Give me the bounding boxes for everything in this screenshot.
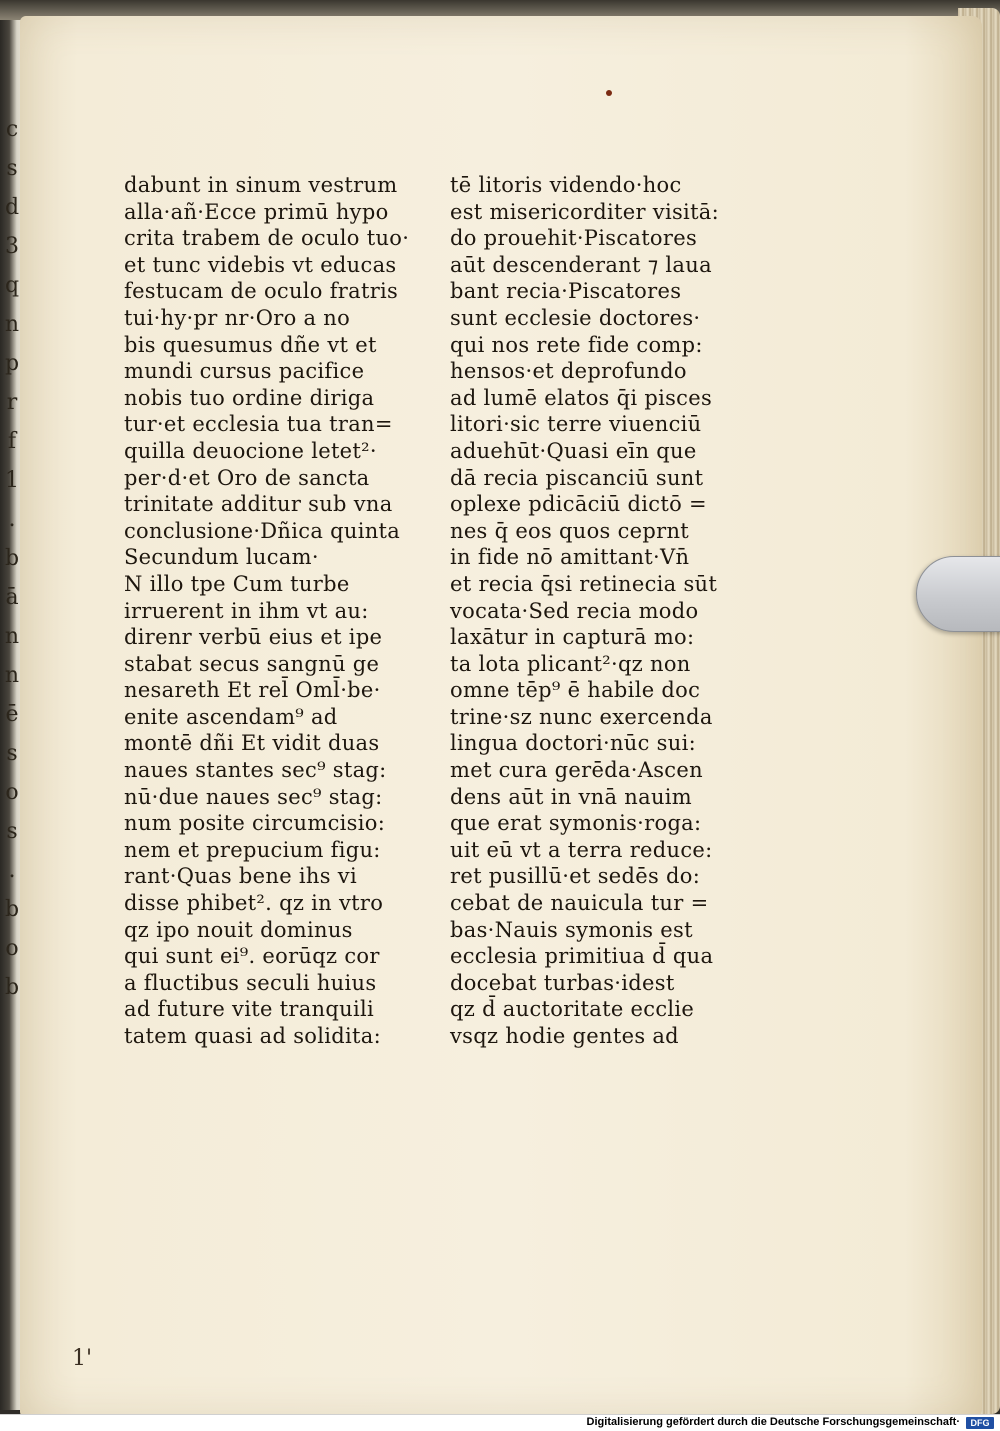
right-column-line: met cura gerēda·Ascen	[450, 758, 703, 783]
right-column-line: uit eū vt a terra reduce:	[450, 837, 713, 862]
right-column-line: bant recia·Piscatores	[450, 279, 682, 304]
right-column-line: litori·sic terre viuenciū	[450, 412, 702, 437]
left-column-line: tui·hy·pr nr·Oro a no	[124, 305, 351, 330]
left-column-line: num posite circumcisio:	[124, 811, 386, 836]
left-column-line: rant·Quas bene ihs vi	[124, 864, 357, 889]
right-column-line: do prouehit·Piscatores	[450, 226, 698, 251]
right-column-line: aūt descenderant ⁊ laua	[450, 252, 712, 277]
left-column-line: N illo tpe Cum turbe	[124, 571, 350, 596]
left-column-line: crita trabem de oculo tuo·	[124, 226, 410, 251]
right-column-line: in fide nō amittant·Vn̄	[450, 545, 690, 570]
right-column-line: vocata·Sed recia modo	[450, 598, 699, 623]
left-column-line: tatem quasi ad solidita:	[124, 1024, 381, 1048]
left-column-line: mundi cursus pacifice	[124, 359, 365, 384]
right-column-line: omne tēp⁹ ē habile doc	[450, 678, 701, 703]
margin-annotation: 1'	[72, 1346, 93, 1371]
left-column-line: disse phibet². qz in vtro	[124, 891, 384, 916]
left-column-line: naues stantes sec⁹ stag:	[124, 758, 387, 783]
right-column-line: vsqz hodie gentes ad	[450, 1024, 679, 1048]
right-column-line: bas·Nauis symonis est	[450, 917, 693, 942]
left-column-line: enite ascendam⁹ ad	[124, 704, 338, 729]
left-column-line: per·d·et Oro de sancta	[124, 465, 370, 490]
funding-credit: Digitalisierung gefördert durch die Deutsche Forschungsgemeinschaft·	[586, 1416, 960, 1428]
left-column-line: nem et prepucium figu:	[124, 837, 381, 862]
right-column-line: qz d̄ auctoritate ecclie	[450, 997, 695, 1022]
right-column-line: ta lota plicant²·qz non	[450, 651, 691, 676]
right-column-line: ecclesia primitiua d̄ qua	[450, 944, 714, 969]
left-column-line: qz ipo nouit dominus	[124, 917, 353, 942]
right-column-line: nes q̄ eos quos ceprnt	[450, 518, 690, 543]
right-column-line: cebat de nauicula tur =	[450, 891, 709, 916]
left-margin-marks: c s d 3 q n p r f 1 . b ā n n ē s o s . b o b	[4, 117, 20, 1000]
left-column-line: bis quesumus dñe vt et	[124, 332, 377, 357]
left-column-line: quilla deuocione letet²·	[124, 438, 377, 463]
right-column-line: est misericorditer visitā:	[450, 199, 719, 224]
right-column-line: qui nos rete fide comp:	[450, 332, 703, 357]
left-column-line: dabunt in sinum vestrum	[124, 173, 398, 197]
left-column-line: ad future vite tranquili	[124, 997, 375, 1022]
left-column-line: qui sunt ei⁹. eorūqz cor	[124, 944, 380, 969]
left-column-line: tur·et ecclesia tua tran=	[124, 412, 393, 437]
right-column-line: et recia q̄si retinecia sūt	[450, 571, 718, 596]
right-column-line: ret pusillū·et sedēs do:	[450, 864, 701, 889]
right-column-line: ad lumē elatos q̄i pisces	[450, 385, 713, 410]
left-column-line: direnr verbū eius et ipe	[124, 625, 383, 650]
left-column-line: a fluctibus seculi huius	[124, 970, 377, 995]
right-column-line: oplexe pdicāciū dictō =	[450, 492, 707, 517]
right-column-line: lingua doctori·nūc sui:	[450, 731, 696, 756]
left-column-line: stabat secus sangnū ge	[124, 651, 380, 676]
right-column-line: sunt ecclesie doctores·	[450, 305, 701, 330]
right-column-line: docebat turbas·idest	[450, 970, 675, 995]
left-column-line: trinitate additur sub vna	[124, 492, 393, 517]
left-column-line: alla·añ·Ecce primū hypo	[124, 199, 389, 224]
left-column-line: nobis tuo ordine diriga	[124, 385, 375, 410]
text-column-left	[124, 172, 409, 1050]
left-column-line: irruerent in ihm vt au:	[124, 598, 369, 623]
right-column-line: que erat symonis·roga:	[450, 811, 702, 836]
right-column-line: aduehūt·Quasi eīn que	[450, 438, 697, 463]
left-column-line: Secundum lucam·	[124, 545, 319, 570]
bookmark-tab	[916, 556, 1000, 632]
dfg-logo-icon: DFG	[966, 1417, 994, 1429]
left-column-line: et tunc videbis vt educas	[124, 252, 397, 277]
right-column-line: dā recia piscanciū sunt	[450, 465, 704, 490]
left-column-line: festucam de oculo fratris	[124, 279, 399, 304]
left-column-line: montē dñi Et vidit duas	[124, 731, 380, 756]
right-column-line: tē litoris videndo·hoc	[450, 173, 682, 197]
left-column-line: nesareth Et rel̄ Oml̄·be·	[124, 678, 381, 703]
left-column-line: conclusione·Dñica quinta	[124, 518, 401, 543]
rubric-dot	[606, 90, 612, 96]
right-column-line: laxātur in capturā mo:	[450, 625, 695, 650]
right-column-line: dens aūt in vnā nauim	[450, 784, 693, 809]
text-column-right	[450, 172, 719, 1050]
left-column-line: nū·due naues sec⁹ stag:	[124, 784, 383, 809]
footer-bar	[0, 1414, 1000, 1431]
right-column-line: hensos·et deprofundo	[450, 359, 687, 384]
right-column-line: trine·sz nunc exercenda	[450, 704, 713, 729]
